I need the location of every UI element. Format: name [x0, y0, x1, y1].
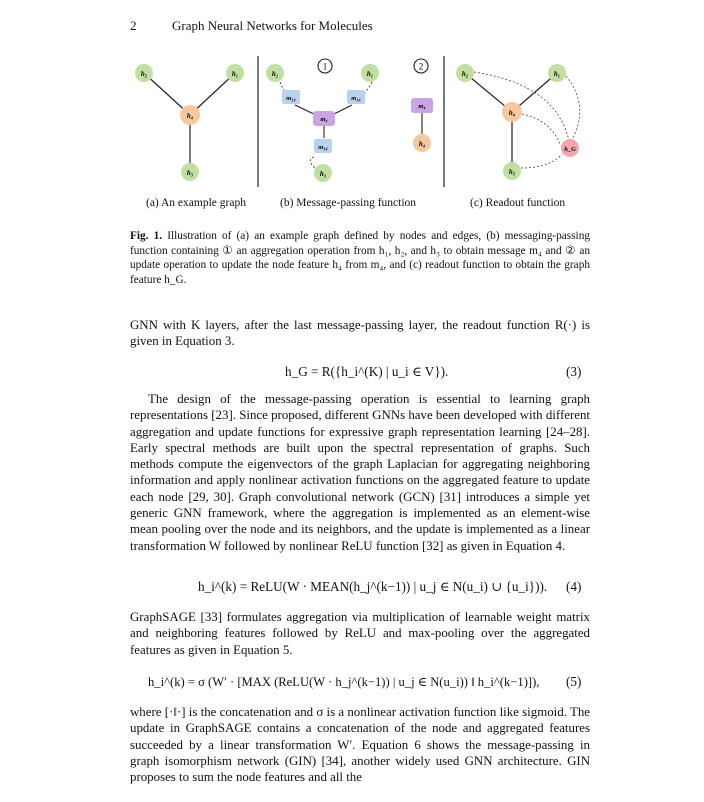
label-h4: h₄ — [508, 109, 516, 117]
step-2-label: 2 — [418, 61, 424, 72]
label-m14: m₁₄ — [351, 95, 361, 102]
label-h2: h₂ — [461, 70, 469, 78]
equation-4: h_i^(k) = ReLU(W · MEAN(h_j^(k−1)) | u_j ∈ N(u_i) ∪ {u_i})). — [198, 579, 548, 594]
label-h4: h₄ — [186, 112, 194, 120]
label-h1: h₁ — [366, 70, 374, 78]
label-h3: h₃ — [186, 169, 194, 177]
label-h3: h₃ — [319, 170, 327, 178]
paragraph-3: GraphSAGE [33] formulates aggregation via multiplication of learnable weight matrix and neighboring features followed by ReLU and max-pooling over the aggregated features as given in Equation 5. — [130, 610, 590, 657]
label-hG: h_G — [564, 146, 576, 153]
figure-1 — [120, 50, 600, 198]
equation-3: h_G = R({h_i^(K) | u_i ∈ V}). — [285, 364, 449, 379]
caption-label: Fig. 1. — [130, 230, 163, 242]
equation-4-number: (4) — [566, 579, 582, 594]
running-title: Graph Neural Networks for Molecules — [172, 18, 373, 33]
label-h2: h₂ — [140, 70, 148, 78]
label-h1: h₁ — [553, 70, 561, 78]
label-m4: m₄ — [320, 116, 328, 123]
label-m34: m₃₄ — [318, 144, 328, 151]
paragraph-4: where [·‖·] is the concatenation and σ is a nonlinear activation function like sigmoid. The update in GraphSAGE contains a concatenation of the node and aggregated features succeeded by a linear transformation W′. Equation 6 shows the message-passing in graph isomorphism network (GIN) [34], another widely used GNN architecture. GIN proposes to sum the node features and all the — [130, 705, 590, 785]
panel-b-message-passing — [266, 59, 433, 182]
page-number: 2 — [130, 18, 137, 33]
subcaption-c: (c) Readout function — [470, 197, 566, 209]
label-h1: h₁ — [231, 70, 239, 78]
step-1-label: 1 — [322, 61, 328, 72]
panel-c-readout — [456, 64, 580, 180]
caption-text: Illustration of (a) an example graph defined by nodes and edges, (b) messaging-passing function containing ① an aggregation operation from h₁, h₂, and h₃ to obtain message m₄ and ② an update operation to update the node feature h₄ from m₄, and (c) readout function to obtain the graph feature h_G. — [130, 230, 590, 286]
subcaption-a: (a) An example graph — [146, 197, 246, 209]
equation-5: h_i^(k) = σ (W′ · [MAX (ReLU(W · h_j^(k−1)) | u_j ∈ N(u_i)) ‖ h_i^(k−1)]), — [148, 675, 540, 689]
label-h4: h₄ — [418, 140, 426, 148]
label-m4: m₄ — [418, 103, 426, 110]
paragraph-2: The design of the message-passing operation is essential to learning graph representations [23]. Since proposed, different GNNs have been developed with different aggregation and update functions for expressive graph representation learning [24–28]. Early spectral methods are built upon the spectral representation of graphs. Such methods compute the eigenvectors of the graph Laplacian for aggregating neighboring information and apply nonlinear activation functions on the aggregated feature to update each node [29, 30]. Graph convolutional network (GCN) [31] introduces a simple yet generic GNN framework, where the aggregation is implemented as an element-wise mean pooling over the node and its neighbors, and the update is implemented as a linear transformation W followed by nonlinear ReLU function [32] as given in Equation 4. — [130, 392, 590, 553]
label-m24: m₂₄ — [286, 95, 296, 102]
figure-caption — [130, 229, 590, 287]
subcaption-b: (b) Message-passing function — [280, 197, 417, 209]
label-h3: h₃ — [508, 168, 516, 176]
equation-3-number: (3) — [566, 364, 582, 379]
label-h2: h₂ — [271, 70, 279, 78]
paragraph-1: GNN with K layers, after the last message-passing layer, the readout function R(·) is given in Equation 3. — [130, 318, 590, 349]
equation-5-number: (5) — [566, 674, 582, 689]
panel-a-graph — [135, 64, 244, 181]
